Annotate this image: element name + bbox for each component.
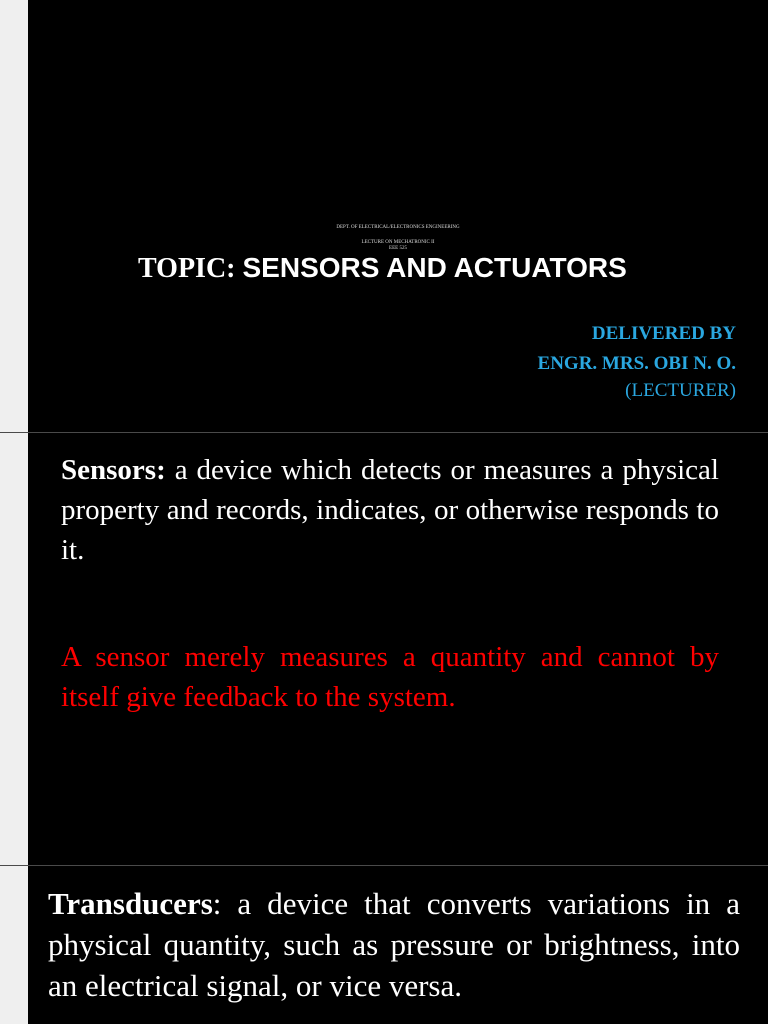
slide-transducers xyxy=(28,866,768,1024)
delivered-by: DELIVERED BY xyxy=(591,323,736,344)
lecturer-name: ENGR. MRS. OBI N. O. xyxy=(537,353,736,374)
transducer-definition xyxy=(48,883,740,1006)
sensor-note: A sensor merely measures a quantity and cannot by itself give feedback to the system. xyxy=(61,641,719,713)
left-gutter xyxy=(0,0,28,1024)
sensor-definition-text: a device which detects or measures a physical property and records, indicates, or otherwise responds to it. xyxy=(61,454,719,566)
topic-text: SENSORS AND ACTUATORS xyxy=(242,252,627,283)
lecture-prefix: LECTURE ON xyxy=(361,240,393,245)
transducer-definition-text: : a device that converts variations in a physical quantity, such as pressure or brightness, into an electrical signal, or vice versa. xyxy=(48,886,740,1003)
topic-prefix: TOPIC: xyxy=(138,253,236,284)
topic-title xyxy=(138,250,627,287)
transducer-term: Transducers xyxy=(48,886,213,921)
sensor-definition xyxy=(61,450,719,570)
course-code: EEE 525 xyxy=(389,246,407,251)
slide-title xyxy=(28,0,768,432)
sensor-term: Sensors: xyxy=(61,454,166,486)
department-line: DEPT. OF ELECTRICAL/ELECTRONICS ENGINEERING xyxy=(336,225,460,230)
lecturer-role: (LECTURER) xyxy=(625,380,736,401)
slide-sensors xyxy=(28,433,768,865)
lecture-course: MECHATRONIC II xyxy=(393,240,435,245)
